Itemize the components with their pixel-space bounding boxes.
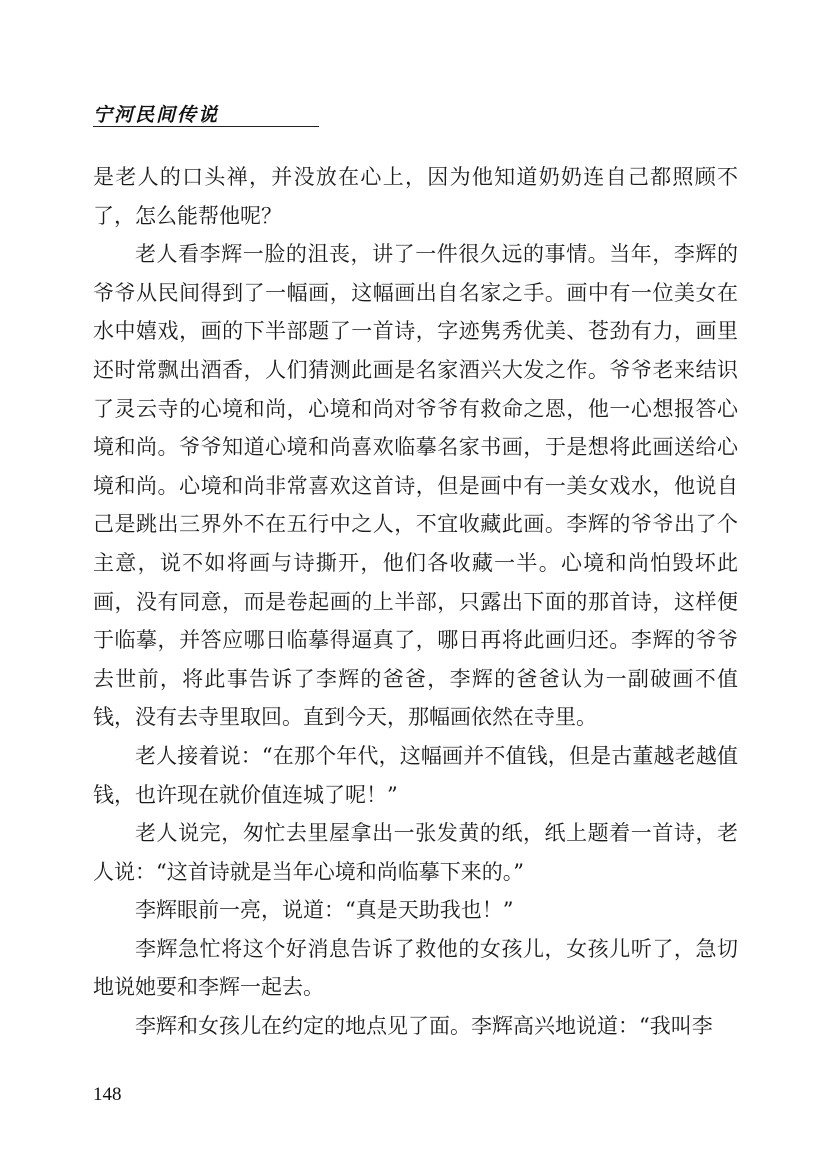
- paragraph-6: 李辉急忙将这个好消息告诉了救他的女孩儿，女孩儿听了，急切地说她要和李辉一起去。: [93, 936, 738, 1000]
- paragraph-7: 李辉和女孩儿在约定的地点见了面。李辉高兴地说道：“我叫李: [135, 1014, 713, 1039]
- header-rule: [93, 126, 319, 127]
- paragraph-5: 李辉眼前一亮，说道：“真是天助我也！”: [135, 898, 514, 923]
- body-text: [93, 158, 738, 1046]
- page-number: 148: [93, 1084, 122, 1105]
- paragraph-3: 老人接着说：“在那个年代，这幅画并不值钱，但是古董越老越值钱，也许现在就价值连城了呢！”: [93, 743, 738, 807]
- running-header-title: 宁河民间传说: [93, 104, 220, 126]
- paragraph-1: 是老人的口头禅，并没放在心上，因为他知道奶奶连自己都照顾不了，怎么能帮他呢？: [93, 165, 738, 228]
- paragraph-4: 老人说完，匆忙去里屋拿出一张发黄的纸，纸上题着一首诗，老人说：“这首诗就是当年心境和尚临摹下来的。”: [93, 821, 738, 884]
- paragraph-2: 老人看李辉一脸的沮丧，讲了一件很久远的事情。当年，李辉的爷爷从民间得到了一幅画，这幅画出自名家之手。画中有一位美女在水中嬉戏，画的下半部题了一首诗，字迹隽秀优美、苍劲有力，画里还时常飘出酒香，人们猜测此画是名家酒兴大发之作。爷爷老来结识了灵云寺的心境和尚，心境和尚对爷爷有救命之恩，他一心想报答心境和尚。爷爷知道心境和尚喜欢临摹名家书画，于是想将此画送给心境和尚。心境和尚非常喜欢这首诗，但是画中有一美女戏水，他说自己是跳出三界外不在五行中之人，不宜收藏此画。李辉的爷爷出了个主意，说不如将画与诗撕开，他们各收藏一半。心境和尚怕毁坏此画，没有同意，而是卷起画的上半部，只露出下面的那首诗，这样便于临摹，并答应哪日临摹得逼真了，哪日再将此画归还。李辉的爷爷去世前，将此事告诉了李辉的爸爸，李辉的爸爸认为一副破画不值钱，没有去寺里取回。直到今天，那幅画依然在寺里。: [93, 242, 738, 730]
